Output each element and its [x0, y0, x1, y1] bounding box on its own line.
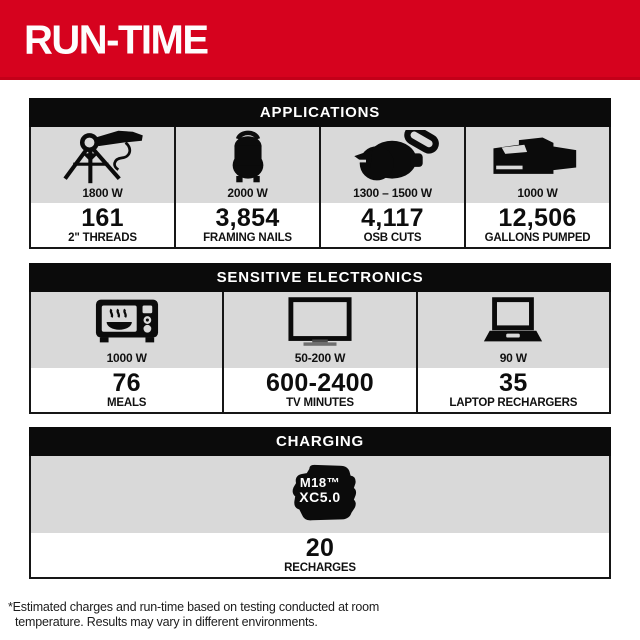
application-cell-osb	[319, 127, 464, 247]
stat-value: 600-2400	[265, 369, 375, 397]
water-pump-icon	[466, 127, 609, 186]
tv-icon	[224, 292, 415, 351]
microwave-icon	[31, 292, 222, 351]
stat-label: FRAMING NAILS	[203, 232, 292, 244]
wattage-label: 2000 W	[227, 186, 268, 200]
stat-value: 4,117	[361, 204, 424, 232]
stat-value: 3,854	[215, 204, 280, 232]
stat-value: 35	[499, 369, 528, 397]
battery-label: M18™ XC5.0	[299, 474, 341, 505]
section-header: CHARGING	[29, 427, 611, 456]
electronics-grid	[29, 292, 611, 414]
wattage-label: 50-200 W	[294, 351, 346, 365]
air-compressor-icon	[176, 127, 319, 186]
stat-value: 76	[112, 369, 141, 397]
section-applications	[29, 98, 611, 249]
stat-value: 12,506	[498, 204, 577, 232]
charging-cell-battery	[31, 456, 609, 577]
laptop-icon	[418, 292, 609, 351]
stat-label: 2" THREADS	[68, 232, 137, 244]
footnote	[8, 600, 379, 629]
charging-grid	[29, 456, 611, 579]
stat-label: TV MINUTES	[286, 397, 354, 409]
stat-label: OSB CUTS	[363, 232, 422, 244]
circular-saw-icon	[321, 127, 464, 186]
applications-grid	[29, 127, 611, 249]
electronics-cell-tv	[222, 292, 415, 412]
wattage-label: 90 W	[499, 351, 527, 365]
electronics-cell-laptop	[416, 292, 609, 412]
stat-value: 161	[81, 204, 124, 232]
stat-label: MEALS	[107, 397, 147, 409]
footnote-line-1: *Estimated charges and run-time based on testing conducted at room	[8, 600, 380, 614]
m18-battery-icon	[31, 456, 609, 533]
section-header: APPLICATIONS	[29, 98, 611, 127]
stat-label: RECHARGES	[284, 562, 356, 574]
section-charging	[29, 427, 611, 579]
footnote-line-2: temperature. Results may vary in different environments.	[15, 614, 318, 629]
section-header: SENSITIVE ELECTRONICS	[29, 263, 611, 292]
application-cell-nails	[174, 127, 319, 247]
wattage-label: 1000 W	[517, 186, 558, 200]
wattage-label: 1000 W	[106, 351, 147, 365]
electronics-cell-meals	[31, 292, 222, 412]
pipe-threader-icon	[31, 127, 174, 186]
page-title: RUN-TIME	[24, 18, 208, 63]
stat-value: 20	[305, 534, 335, 562]
stat-label: LAPTOP RECHARGERS	[449, 397, 578, 409]
application-cell-gallons	[464, 127, 609, 247]
wattage-label: 1800 W	[82, 186, 123, 200]
wattage-label: 1300 – 1500 W	[353, 186, 432, 200]
banner	[0, 0, 640, 80]
stat-label: GALLONS PUMPED	[484, 232, 591, 244]
application-cell-threads	[31, 127, 174, 247]
section-sensitive-electronics	[29, 263, 611, 414]
